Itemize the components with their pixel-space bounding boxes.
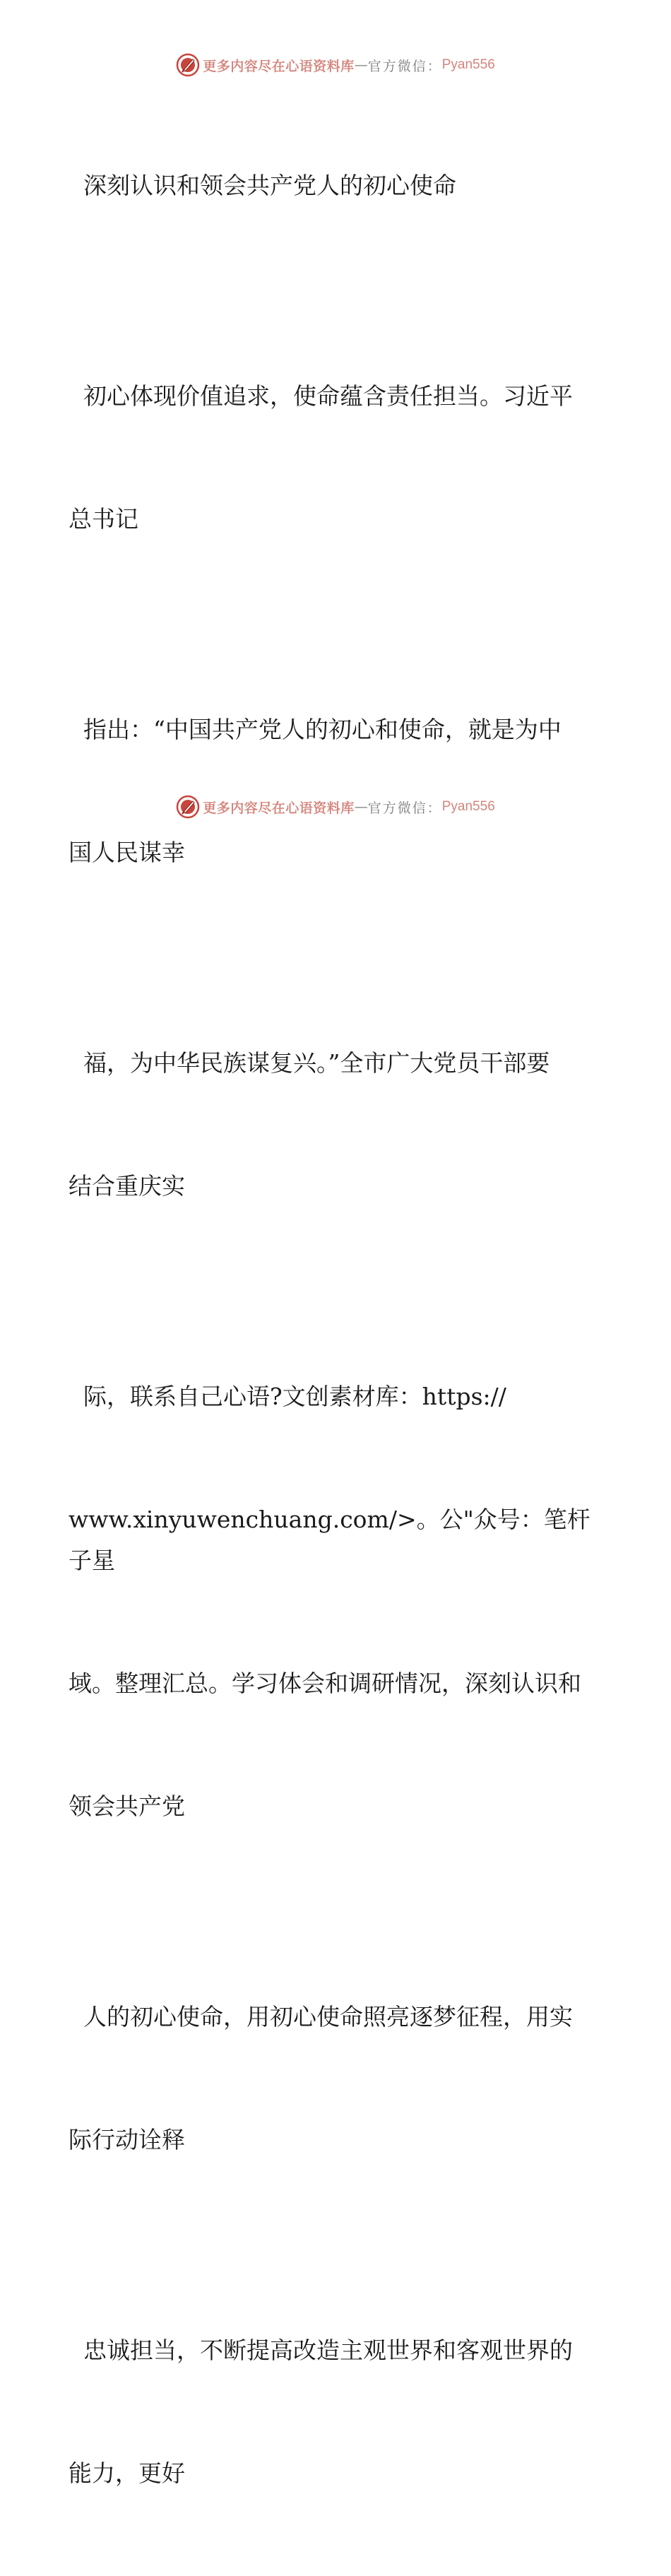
paragraph-line: 人的初心使命，用初心使命照亮逐梦征程，用实	[69, 2003, 573, 2031]
paragraph-line: 结合重庆实	[69, 1172, 185, 1200]
paragraph-5	[69, 1294, 605, 1909]
paragraph-line: www.xinyuwenchuang.com/>。公"众号：笔杆子星	[69, 1506, 590, 1574]
banner-contact-label: 官方微信：	[367, 58, 442, 74]
paragraph-4	[69, 961, 605, 1289]
paragraph-line: 福，为中华民族谋复兴。”全市广大党员干部要	[69, 1049, 550, 1077]
paragraph-2	[69, 294, 605, 622]
banner-dash: —	[354, 799, 368, 815]
paragraph-line: 国人民谋幸	[69, 839, 185, 866]
document-body	[69, 83, 605, 2576]
paragraph-1	[69, 83, 605, 288]
quill-pen-logo-icon	[176, 53, 200, 77]
paragraph-line: 际行动诠释	[69, 2126, 185, 2153]
banner-contact-label: 官方微信：	[367, 800, 442, 816]
banner-wechat-id: Pyan556	[441, 799, 495, 814]
footer-banner	[0, 791, 671, 822]
banner-brand: 更多内容尽在心语资料库	[203, 58, 355, 74]
paragraph-line: 际，联系自己心语?文创素材库：https://	[69, 1383, 506, 1410]
paragraph-line: 深刻认识和领会共产党人的初心使命	[69, 172, 456, 199]
banner-dash: —	[354, 57, 368, 73]
quill-pen-logo-icon	[176, 795, 200, 819]
paragraph-7	[69, 2248, 605, 2576]
banner-wechat-id: Pyan556	[441, 57, 495, 72]
paragraph-line: 初心体现价值追求，使命蕴含责任担当。习近平	[69, 382, 573, 410]
paragraph-6	[69, 1915, 605, 2243]
banner-brand: 更多内容尽在心语资料库	[203, 800, 355, 816]
paragraph-line: 能力，更好	[69, 2459, 185, 2487]
paragraph-line: 领会共产党	[69, 1792, 185, 1820]
header-banner	[0, 49, 671, 81]
paragraph-line: 域。整理汇总。学习体会和调研情况，深刻认识和	[69, 1670, 581, 1697]
paragraph-line: 忠诚担当，不断提高改造主观世界和客观世界的	[69, 2336, 573, 2364]
paragraph-line: 指出：“中国共产党人的初心和使命，就是为中	[69, 716, 562, 743]
paragraph-line: 总书记	[69, 505, 138, 533]
